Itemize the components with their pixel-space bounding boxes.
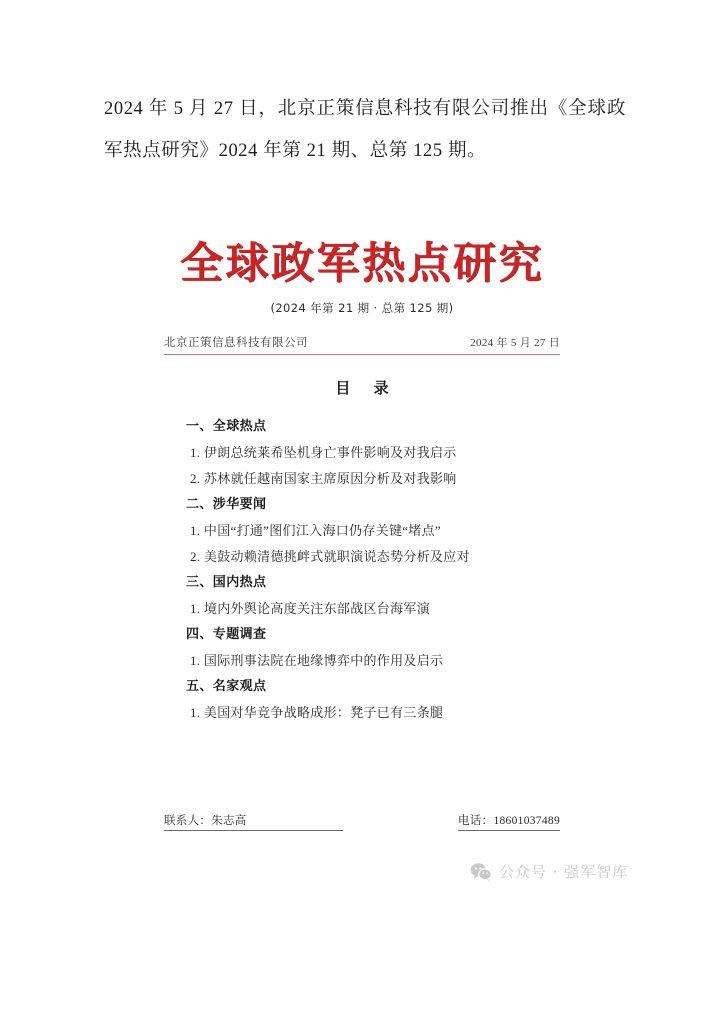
toc-section-1 — [186, 414, 560, 492]
toc-section-title: 三、国内热点 — [186, 575, 267, 590]
masthead — [164, 334, 560, 355]
watermark-badge — [470, 861, 628, 882]
document-page — [0, 236, 724, 827]
masthead-organization: 北京正策信息科技有限公司 — [164, 337, 308, 349]
toc-section-2 — [186, 492, 560, 570]
contact-phone: 电话：18601037489 — [458, 812, 560, 831]
toc-item: 2. 美鼓动赖清德挑衅式就职演说态势分析及应对 — [190, 549, 470, 564]
toc-section-5 — [186, 674, 560, 726]
toc-item: 1. 国际刑事法院在地缘博弈中的作用及启示 — [190, 653, 444, 668]
watermark-label: 公众号 · 强军智库 — [499, 863, 629, 881]
table-of-contents — [164, 377, 560, 726]
toc-item: 1. 美国对华竞争战略成形：凳子已有三条腿 — [190, 705, 444, 720]
contact-person: 联系人：朱志高 — [164, 812, 343, 831]
contact-footer — [164, 812, 560, 831]
masthead-date: 2024 年 5 月 27 日 — [470, 337, 560, 349]
toc-section-3 — [186, 570, 560, 622]
toc-item: 1. 境内外舆论高度关注东部战区台海军演 — [190, 601, 431, 616]
toc-item: 2. 苏林就任越南国家主席原因分析及对我影响 — [190, 471, 457, 486]
intro-paragraph: 2024 年 5 月 27 日，北京正策信息科技有限公司推出《全球政军热点研究》2024 年第 21 期、总第 125 期。 — [104, 99, 626, 161]
document-subtitle: (2024 年第 21 期 · 总第 125 期) — [270, 301, 454, 315]
toc-section-title: 五、名家观点 — [186, 679, 267, 694]
wechat-icon — [470, 862, 492, 882]
toc-section-4 — [186, 622, 560, 674]
toc-item: 1. 中国“打通”图们江入海口仍存关键“堵点” — [190, 523, 441, 538]
toc-section-title: 四、专题调查 — [186, 627, 267, 642]
toc-item: 1. 伊朗总统莱希坠机身亡事件影响及对我启示 — [190, 445, 457, 460]
toc-section-title: 二、涉华要闻 — [186, 497, 267, 512]
document-title: 全球政军热点研究 — [180, 239, 544, 289]
toc-heading: 目 录 — [335, 379, 398, 397]
toc-section-title: 一、全球热点 — [186, 419, 267, 434]
